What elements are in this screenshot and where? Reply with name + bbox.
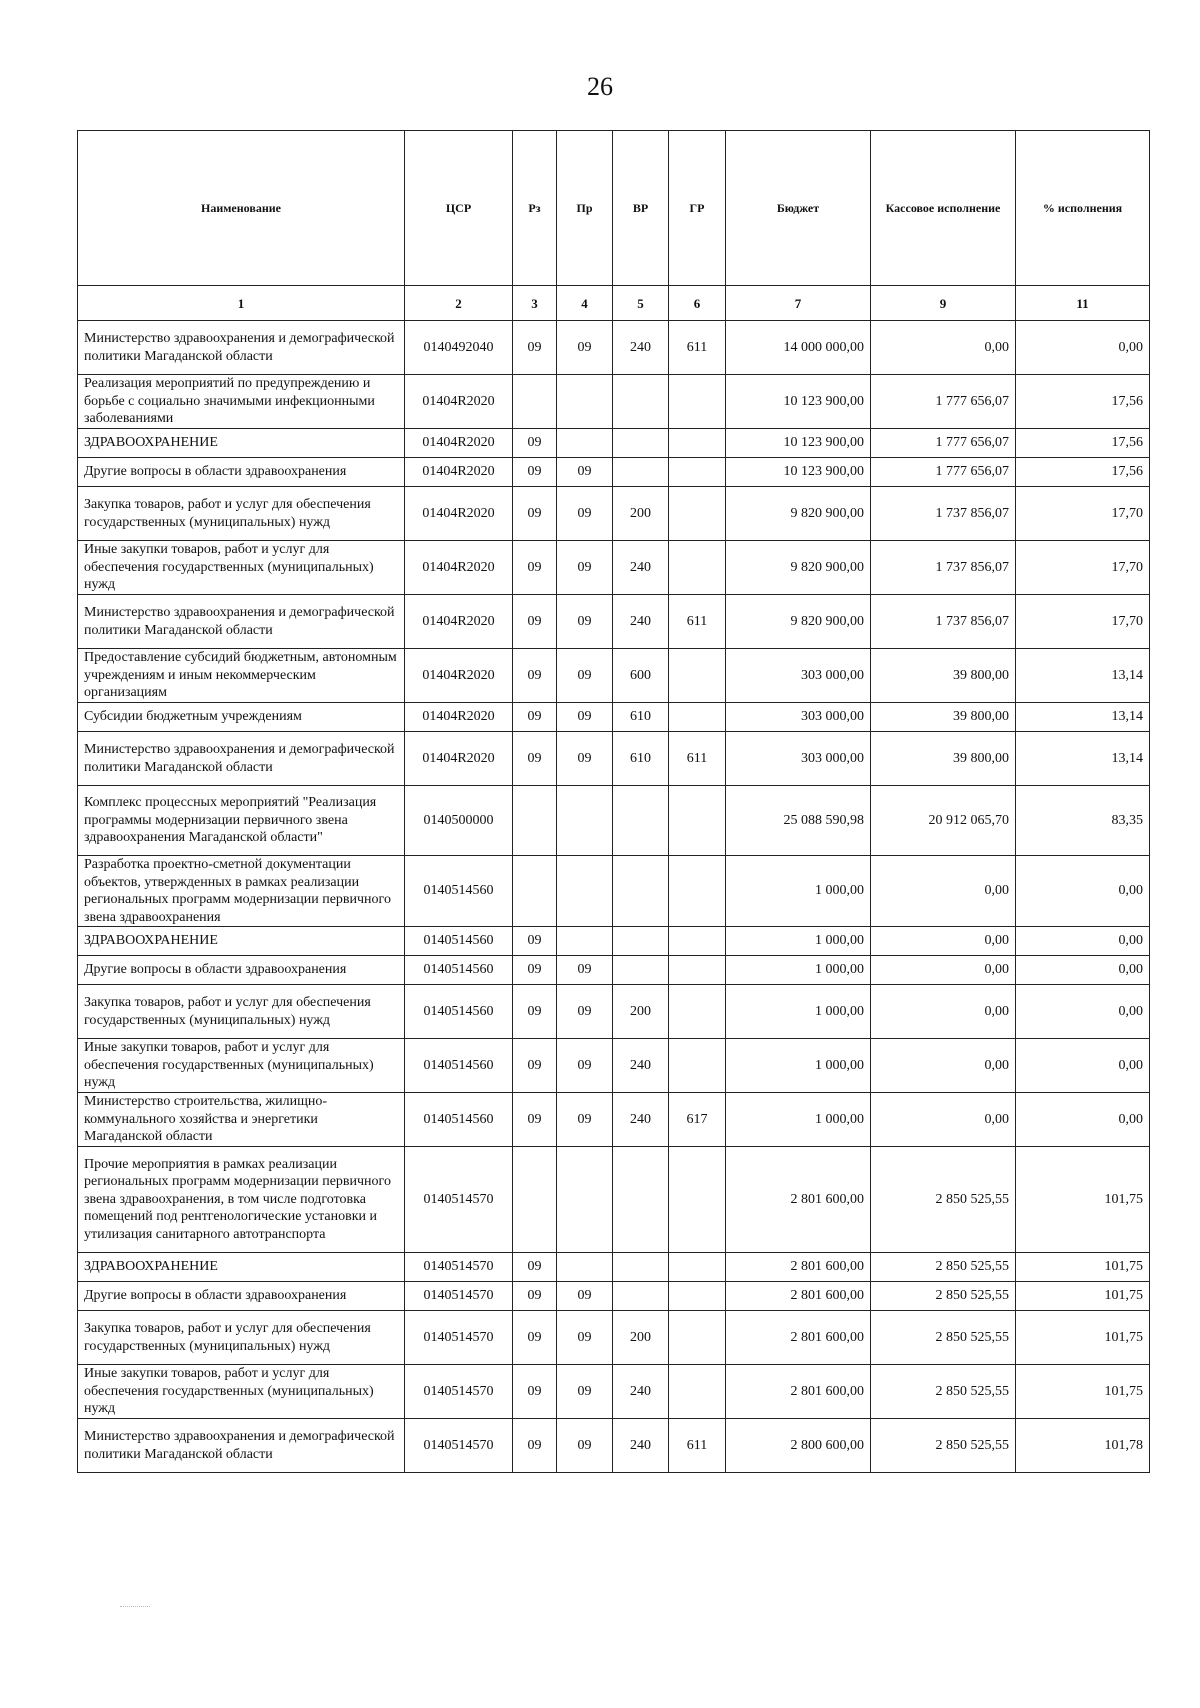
header-name: Наименование [78,131,405,286]
cell-budget: 1 000,00 [726,856,871,927]
cell-pct: 101,75 [1016,1282,1150,1311]
column-number: 4 [557,286,613,321]
cell-pr [557,856,613,927]
cell-csr: 0140500000 [405,786,513,856]
cell-rz: 09 [513,649,557,703]
cell-csr: 0140514570 [405,1365,513,1419]
cell-pr: 09 [557,541,613,595]
cell-pct: 83,35 [1016,786,1150,856]
cell-pct: 101,75 [1016,1311,1150,1365]
cell-rz: 09 [513,595,557,649]
cell-gr: 611 [669,1419,726,1473]
cell-pr: 09 [557,458,613,487]
cell-pr: 09 [557,649,613,703]
column-number: 6 [669,286,726,321]
cell-csr: 0140492040 [405,321,513,375]
cell-name: Министерство здравоохранения и демографической политики Магаданской области [78,595,405,649]
cell-pr: 09 [557,985,613,1039]
cell-pct: 17,70 [1016,595,1150,649]
cell-name: ЗДРАВООХРАНЕНИЕ [78,429,405,458]
cell-name: Министерство строительства, жилищно-коммунального хозяйства и энергетики Магаданской области [78,1093,405,1147]
scan-mark [120,1606,150,1608]
cell-vr [613,1282,669,1311]
table-row [78,1147,1150,1253]
cell-pct: 101,75 [1016,1365,1150,1419]
cell-rz: 09 [513,732,557,786]
cell-name: Другие вопросы в области здравоохранения [78,458,405,487]
cell-csr: 01404R2020 [405,458,513,487]
column-number-row [78,286,1150,321]
cell-budget: 303 000,00 [726,703,871,732]
column-number: 9 [871,286,1016,321]
cell-pr: 09 [557,595,613,649]
table-row [78,487,1150,541]
cell-budget: 303 000,00 [726,732,871,786]
table-row [78,1282,1150,1311]
cell-pr: 09 [557,487,613,541]
cell-budget: 303 000,00 [726,649,871,703]
cell-gr [669,786,726,856]
table-row [78,1039,1150,1093]
cell-budget: 10 123 900,00 [726,458,871,487]
cell-budget: 1 000,00 [726,1093,871,1147]
cell-vr: 240 [613,1039,669,1093]
column-number: 2 [405,286,513,321]
column-number: 11 [1016,286,1150,321]
table-row [78,1093,1150,1147]
cell-pr: 09 [557,732,613,786]
cell-exec: 1 777 656,07 [871,429,1016,458]
table-row [78,856,1150,927]
cell-gr [669,375,726,429]
cell-gr [669,541,726,595]
cell-gr: 611 [669,321,726,375]
cell-name: Иные закупки товаров, работ и услуг для обеспечения государственных (муниципальных) нужд [78,541,405,595]
table-row [78,375,1150,429]
cell-gr [669,1365,726,1419]
cell-exec: 39 800,00 [871,649,1016,703]
cell-budget: 9 820 900,00 [726,595,871,649]
cell-csr: 0140514560 [405,927,513,956]
cell-exec: 0,00 [871,956,1016,985]
cell-budget: 2 801 600,00 [726,1282,871,1311]
cell-exec: 2 850 525,55 [871,1311,1016,1365]
cell-exec: 1 737 856,07 [871,487,1016,541]
cell-name: Иные закупки товаров, работ и услуг для обеспечения государственных (муниципальных) нужд [78,1365,405,1419]
cell-gr [669,1253,726,1282]
cell-budget: 2 801 600,00 [726,1147,871,1253]
cell-pct: 0,00 [1016,1039,1150,1093]
cell-rz: 09 [513,1093,557,1147]
cell-gr [669,956,726,985]
cell-pct: 13,14 [1016,649,1150,703]
cell-rz: 09 [513,1419,557,1473]
cell-pct: 13,14 [1016,732,1150,786]
cell-csr: 01404R2020 [405,703,513,732]
cell-vr [613,927,669,956]
cell-budget: 2 801 600,00 [726,1365,871,1419]
cell-csr: 0140514570 [405,1282,513,1311]
cell-pr: 09 [557,703,613,732]
cell-pct: 13,14 [1016,703,1150,732]
cell-name: Закупка товаров, работ и услуг для обеспечения государственных (муниципальных) нужд [78,985,405,1039]
cell-exec: 2 850 525,55 [871,1365,1016,1419]
cell-vr: 240 [613,541,669,595]
cell-name: Комплекс процессных мероприятий "Реализация программы модернизации первичного звена здравоохранения Магаданской области" [78,786,405,856]
cell-pct: 101,78 [1016,1419,1150,1473]
cell-vr [613,856,669,927]
table-row [78,595,1150,649]
table-row [78,985,1150,1039]
cell-budget: 14 000 000,00 [726,321,871,375]
table-row [78,927,1150,956]
cell-rz: 09 [513,458,557,487]
cell-rz [513,786,557,856]
cell-csr: 01404R2020 [405,732,513,786]
cell-rz: 09 [513,1282,557,1311]
cell-exec: 39 800,00 [871,732,1016,786]
cell-csr: 0140514570 [405,1311,513,1365]
cell-vr [613,1253,669,1282]
cell-gr [669,1039,726,1093]
cell-pr [557,429,613,458]
cell-vr: 240 [613,595,669,649]
cell-exec: 1 737 856,07 [871,595,1016,649]
cell-name: ЗДРАВООХРАНЕНИЕ [78,1253,405,1282]
cell-csr: 01404R2020 [405,429,513,458]
cell-rz: 09 [513,703,557,732]
cell-budget: 1 000,00 [726,1039,871,1093]
cell-vr: 200 [613,985,669,1039]
cell-csr: 0140514570 [405,1419,513,1473]
cell-pct: 0,00 [1016,985,1150,1039]
cell-name: Министерство здравоохранения и демографической политики Магаданской области [78,1419,405,1473]
cell-gr [669,487,726,541]
cell-exec: 0,00 [871,927,1016,956]
cell-exec: 0,00 [871,1093,1016,1147]
table-body [78,321,1150,1473]
cell-gr [669,856,726,927]
table-row [78,541,1150,595]
cell-csr: 0140514560 [405,985,513,1039]
cell-rz: 09 [513,985,557,1039]
cell-budget: 10 123 900,00 [726,429,871,458]
cell-exec: 0,00 [871,321,1016,375]
cell-rz [513,856,557,927]
cell-vr: 240 [613,321,669,375]
cell-pr [557,1147,613,1253]
table-row [78,703,1150,732]
table-row [78,732,1150,786]
table-row [78,1253,1150,1282]
table-row [78,1311,1150,1365]
cell-budget: 10 123 900,00 [726,375,871,429]
cell-exec: 0,00 [871,985,1016,1039]
page-number: 26 [587,72,613,101]
cell-budget: 2 801 600,00 [726,1253,871,1282]
cell-gr: 617 [669,1093,726,1147]
cell-gr [669,703,726,732]
table-row [78,649,1150,703]
cell-pct: 17,56 [1016,458,1150,487]
cell-vr [613,786,669,856]
cell-rz: 09 [513,1365,557,1419]
cell-pr: 09 [557,1093,613,1147]
cell-vr [613,375,669,429]
cell-rz: 09 [513,1311,557,1365]
cell-gr: 611 [669,595,726,649]
table-row [78,1419,1150,1473]
cell-pct: 17,56 [1016,375,1150,429]
header-vr: ВР [613,131,669,286]
cell-csr: 01404R2020 [405,649,513,703]
cell-rz [513,1147,557,1253]
cell-csr: 0140514560 [405,856,513,927]
table-row [78,321,1150,375]
column-number: 7 [726,286,871,321]
cell-budget: 25 088 590,98 [726,786,871,856]
cell-gr [669,649,726,703]
cell-rz: 09 [513,541,557,595]
cell-vr [613,458,669,487]
cell-gr [669,429,726,458]
cell-pr [557,786,613,856]
cell-csr: 01404R2020 [405,375,513,429]
header-pr: Пр [557,131,613,286]
cell-exec: 1 777 656,07 [871,375,1016,429]
cell-pr: 09 [557,321,613,375]
cell-budget: 1 000,00 [726,956,871,985]
cell-pct: 17,70 [1016,541,1150,595]
cell-vr: 200 [613,487,669,541]
cell-name: Другие вопросы в области здравоохранения [78,956,405,985]
cell-gr [669,985,726,1039]
cell-pr: 09 [557,1282,613,1311]
cell-budget: 2 801 600,00 [726,1311,871,1365]
cell-vr [613,429,669,458]
cell-rz: 09 [513,321,557,375]
cell-gr [669,1311,726,1365]
cell-name: Министерство здравоохранения и демографической политики Магаданской области [78,321,405,375]
cell-gr [669,927,726,956]
cell-name: Другие вопросы в области здравоохранения [78,1282,405,1311]
cell-rz: 09 [513,956,557,985]
column-number: 3 [513,286,557,321]
header-budget: Бюджет [726,131,871,286]
cell-name: Субсидии бюджетным учреждениям [78,703,405,732]
cell-exec: 2 850 525,55 [871,1282,1016,1311]
cell-pr [557,927,613,956]
cell-exec: 1 737 856,07 [871,541,1016,595]
cell-gr: 611 [669,732,726,786]
cell-pct: 0,00 [1016,927,1150,956]
cell-budget: 1 000,00 [726,985,871,1039]
cell-pct: 17,56 [1016,429,1150,458]
cell-exec: 2 850 525,55 [871,1147,1016,1253]
header-gr: ГР [669,131,726,286]
table-row [78,1365,1150,1419]
cell-name: Прочие мероприятия в рамках реализации региональных программ модернизации первичного звена здравоохранения, в том числе подготовка помещений под рентгенологические установки и утилизация санитарного автотранспорта [78,1147,405,1253]
cell-pct: 101,75 [1016,1253,1150,1282]
cell-vr: 610 [613,732,669,786]
cell-vr: 240 [613,1093,669,1147]
cell-name: Разработка проектно-сметной документации объектов, утвержденных в рамках реализации региональных программ модернизации первичного звена здравоохранения [78,856,405,927]
cell-rz: 09 [513,487,557,541]
cell-name: Закупка товаров, работ и услуг для обеспечения государственных (муниципальных) нужд [78,487,405,541]
cell-vr: 240 [613,1365,669,1419]
cell-pct: 0,00 [1016,321,1150,375]
cell-gr [669,1147,726,1253]
header-execution: Кассовое исполнение [871,131,1016,286]
cell-pct: 0,00 [1016,1093,1150,1147]
cell-exec: 0,00 [871,1039,1016,1093]
cell-pct: 0,00 [1016,956,1150,985]
cell-pr [557,375,613,429]
cell-rz: 09 [513,927,557,956]
cell-csr: 0140514560 [405,956,513,985]
cell-csr: 0140514570 [405,1253,513,1282]
cell-pr: 09 [557,1039,613,1093]
header-row [78,131,1150,286]
cell-name: Предоставление субсидий бюджетным, автономным учреждениям и иным некоммерческим организациям [78,649,405,703]
cell-exec: 20 912 065,70 [871,786,1016,856]
cell-rz [513,375,557,429]
cell-rz: 09 [513,1253,557,1282]
cell-pct: 17,70 [1016,487,1150,541]
cell-vr: 240 [613,1419,669,1473]
cell-csr: 0140514560 [405,1093,513,1147]
cell-vr [613,956,669,985]
table-row [78,458,1150,487]
header-rz: Рз [513,131,557,286]
header-percent: % исполнения [1016,131,1150,286]
cell-pct: 101,75 [1016,1147,1150,1253]
cell-pct: 0,00 [1016,856,1150,927]
cell-csr: 01404R2020 [405,595,513,649]
table-row [78,786,1150,856]
column-number: 5 [613,286,669,321]
cell-rz: 09 [513,1039,557,1093]
cell-vr: 600 [613,649,669,703]
cell-budget: 9 820 900,00 [726,487,871,541]
cell-name: Закупка товаров, работ и услуг для обеспечения государственных (муниципальных) нужд [78,1311,405,1365]
cell-vr: 200 [613,1311,669,1365]
cell-csr: 0140514570 [405,1147,513,1253]
cell-pr: 09 [557,956,613,985]
budget-execution-table [77,130,1150,1473]
cell-pr: 09 [557,1365,613,1419]
cell-rz: 09 [513,429,557,458]
cell-csr: 01404R2020 [405,541,513,595]
cell-gr [669,458,726,487]
cell-vr: 610 [613,703,669,732]
cell-csr: 01404R2020 [405,487,513,541]
column-number: 1 [78,286,405,321]
cell-exec: 0,00 [871,856,1016,927]
cell-pr [557,1253,613,1282]
table-row [78,429,1150,458]
cell-budget: 2 800 600,00 [726,1419,871,1473]
cell-exec: 39 800,00 [871,703,1016,732]
cell-name: Реализация мероприятий по предупреждению и борьбе с социально значимыми инфекционными заболеваниями [78,375,405,429]
cell-name: Министерство здравоохранения и демографической политики Магаданской области [78,732,405,786]
table-row [78,956,1150,985]
cell-exec: 1 777 656,07 [871,458,1016,487]
cell-csr: 0140514560 [405,1039,513,1093]
header-csr: ЦСР [405,131,513,286]
cell-name: Иные закупки товаров, работ и услуг для обеспечения государственных (муниципальных) нужд [78,1039,405,1093]
cell-budget: 9 820 900,00 [726,541,871,595]
cell-name: ЗДРАВООХРАНЕНИЕ [78,927,405,956]
cell-exec: 2 850 525,55 [871,1419,1016,1473]
cell-gr [669,1282,726,1311]
cell-exec: 2 850 525,55 [871,1253,1016,1282]
cell-vr [613,1147,669,1253]
cell-pr: 09 [557,1419,613,1473]
cell-pr: 09 [557,1311,613,1365]
cell-budget: 1 000,00 [726,927,871,956]
